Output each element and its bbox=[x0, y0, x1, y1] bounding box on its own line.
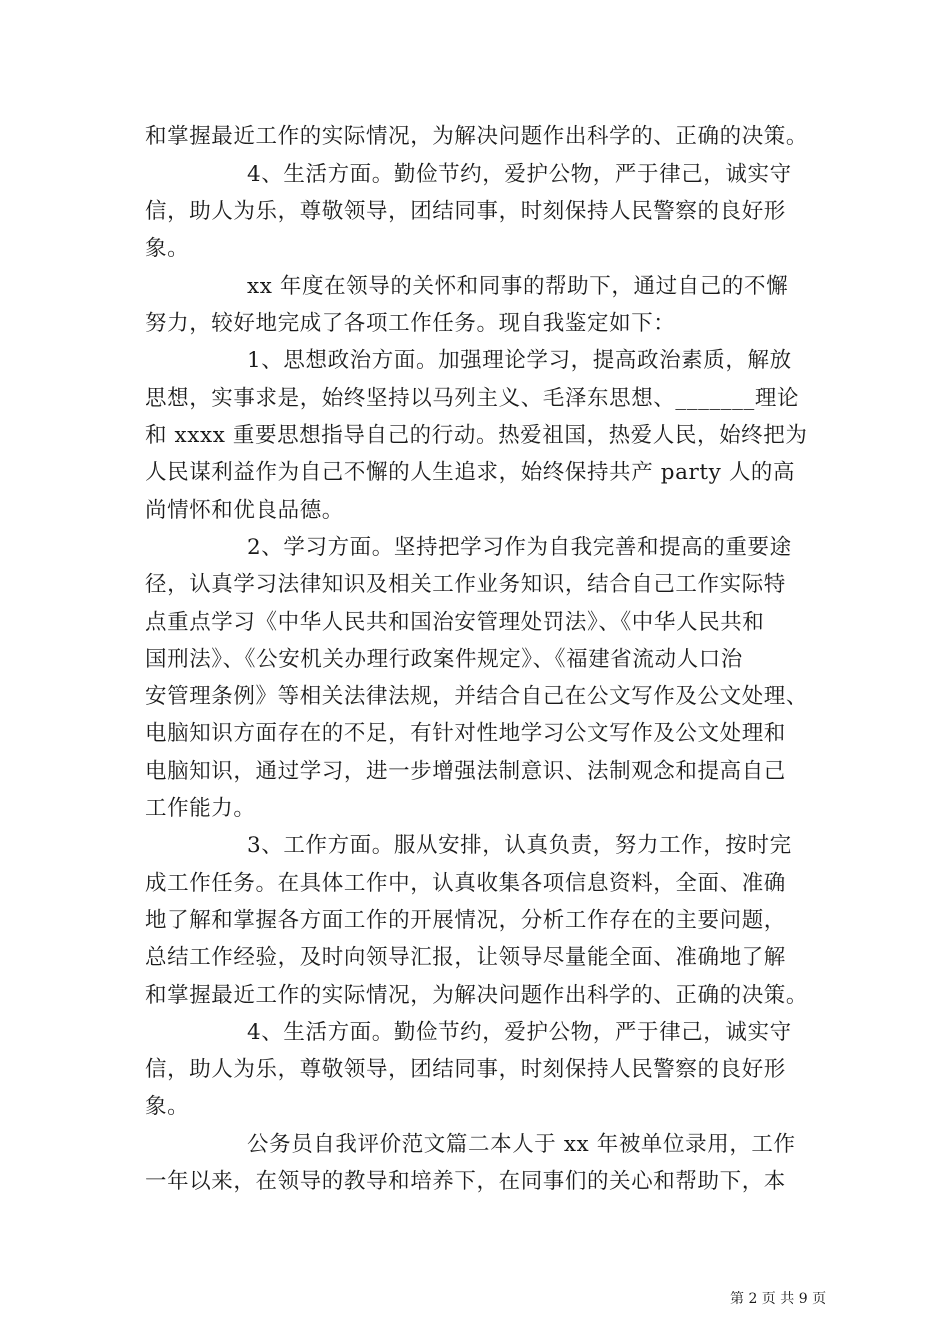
text-line: 电脑知识，通过学习，进一步增强法制意识、法制观念和提高自己 bbox=[145, 759, 786, 784]
text-line: 1、思想政治方面。加强理论学习，提高政治素质，解放 bbox=[247, 348, 792, 373]
text-line: xx 年度在领导的关怀和同事的帮助下，通过自己的不懈 bbox=[247, 274, 789, 299]
text-line: 和 xxxx 重要思想指导自己的行动。热爱祖国，热爱人民，始终把为 bbox=[145, 423, 808, 448]
text-line: 人民谋利益作为自己不懈的人生追求，始终保持共产 party 人的高 bbox=[145, 460, 796, 485]
text-line: 总结工作经验，及时向领导汇报，让领导尽量能全面、准确地了解 bbox=[145, 945, 786, 970]
text-line: 点重点学习《中华人民共和国治安管理处罚法》、《中华人民共和 bbox=[145, 610, 765, 635]
text-line: 尚情怀和优良品德。 bbox=[145, 498, 344, 523]
text-line: 国刑法》、《公安机关办理行政案件规定》、《福建省流动人口治 bbox=[145, 647, 743, 672]
text-line: 思想，实事求是，始终坚持以马列主义、毛泽东思想、_______理论 bbox=[145, 386, 800, 411]
text-line: 成工作任务。在具体工作中，认真收集各项信息资料，全面、准确 bbox=[145, 871, 786, 896]
text-line: 电脑知识方面存在的不足，有针对性地学习公文写作及公文处理和 bbox=[145, 721, 786, 746]
text-line: 信，助人为乐，尊敬领导，团结同事，时刻保持人民警察的良好形 bbox=[145, 199, 786, 224]
text-line: 努力，较好地完成了各项工作任务。现自我鉴定如下： bbox=[145, 311, 676, 336]
text-line: 4、生活方面。勤俭节约，爱护公物，严于律己，诚实守 bbox=[247, 1020, 792, 1045]
text-line: 工作能力。 bbox=[145, 796, 256, 821]
text-line: 公务员自我评价范文篇二本人于 xx 年被单位录用，工作 bbox=[247, 1132, 796, 1157]
page-number-footer: 第 2 页 共 9 页 bbox=[730, 1291, 827, 1307]
text-line: 安管理条例》等相关法律法规，并结合自己在公文写作及公文处理、 bbox=[145, 684, 809, 709]
text-line: 一年以来，在领导的教导和培养下，在同事们的关心和帮助下，本 bbox=[145, 1169, 786, 1194]
text-line: 象。 bbox=[145, 236, 190, 261]
text-line: 4、生活方面。勤俭节约，爱护公物，严于律己，诚实守 bbox=[247, 162, 792, 187]
text-line: 2、学习方面。坚持把学习作为自我完善和提高的重要途 bbox=[247, 535, 792, 560]
text-line: 和掌握最近工作的实际情况，为解决问题作出科学的、正确的决策。 bbox=[145, 983, 809, 1008]
text-line: 3、工作方面。服从安排，认真负责，努力工作，按时完 bbox=[247, 833, 792, 858]
text-line: 径，认真学习法律知识及相关工作业务知识，结合自己工作实际特 bbox=[145, 572, 786, 597]
text-line: 象。 bbox=[145, 1094, 190, 1119]
text-line: 和掌握最近工作的实际情况，为解决问题作出科学的、正确的决策。 bbox=[145, 124, 809, 149]
text-line: 地了解和掌握各方面工作的开展情况，分析工作存在的主要问题， bbox=[145, 908, 786, 933]
text-line: 信，助人为乐，尊敬领导，团结同事，时刻保持人民警察的良好形 bbox=[145, 1057, 786, 1082]
